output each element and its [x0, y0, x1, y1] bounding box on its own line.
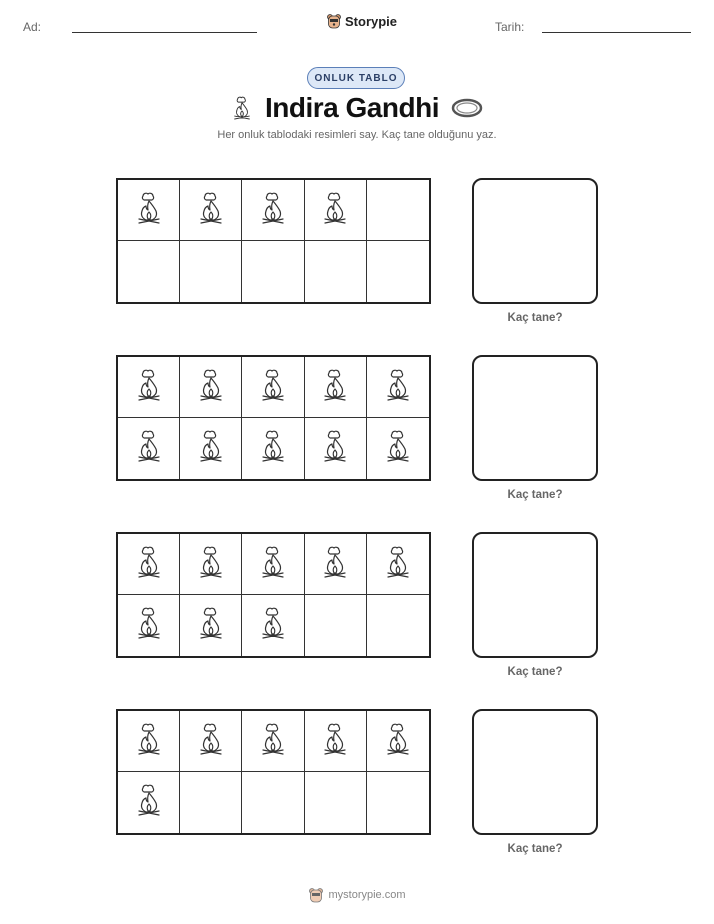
ten-frame-cell	[242, 180, 304, 241]
ten-frame-cell	[242, 357, 304, 418]
ten-frame-cell	[180, 772, 242, 833]
name-label: Ad:	[23, 20, 42, 34]
answer-prompt-4: Kaç tane?	[507, 843, 563, 855]
ten-frame-cell	[180, 595, 242, 656]
ring-icon	[451, 97, 483, 119]
campfire-icon	[134, 367, 164, 408]
campfire-icon	[383, 367, 413, 408]
instruction-text: Her onluk tablodaki resimleri say. Kaç tane olduğunu yaz.	[217, 129, 497, 141]
campfire-icon	[134, 544, 164, 585]
ten-frame-cell	[367, 534, 429, 595]
ten-frame-cell	[242, 241, 304, 302]
date-field[interactable]	[542, 32, 691, 33]
answer-box-4[interactable]	[472, 709, 598, 835]
worksheet-title: Indira Gandhi	[265, 92, 439, 123]
ten-frame-cell	[367, 711, 429, 772]
ten-frame-cell	[305, 595, 367, 656]
answer-box-2[interactable]	[472, 355, 598, 481]
ten-frame-cell	[305, 357, 367, 418]
campfire-icon	[196, 721, 226, 762]
campfire-icon	[320, 428, 350, 469]
campfire-icon	[196, 605, 226, 646]
campfire-icon	[258, 428, 288, 469]
title-row	[0, 92, 714, 124]
campfire-icon	[320, 367, 350, 408]
ten-frame-cell	[305, 180, 367, 241]
campfire-icon	[383, 428, 413, 469]
ten-frame-cell	[118, 711, 180, 772]
ten-frame-cell	[118, 180, 180, 241]
campfire-icon	[258, 190, 288, 231]
campfire-icon	[134, 605, 164, 646]
campfire-icon	[320, 721, 350, 762]
ten-frame-cell	[118, 418, 180, 479]
campfire-icon	[258, 721, 288, 762]
ten-frame-cell	[367, 418, 429, 479]
ten-frame-cell	[180, 241, 242, 302]
ten-frame-cell	[305, 711, 367, 772]
answer-prompt-1: Kaç tane?	[507, 312, 563, 324]
campfire-icon	[196, 544, 226, 585]
campfire-icon	[258, 544, 288, 585]
ten-frame-cell	[180, 180, 242, 241]
campfire-icon	[383, 544, 413, 585]
ten-frame-cell	[180, 357, 242, 418]
ten-frame-cell	[367, 772, 429, 833]
brand-name: Storypie	[345, 13, 398, 29]
campfire-icon	[383, 721, 413, 762]
campfire-icon	[196, 190, 226, 231]
ten-frame-cell	[305, 241, 367, 302]
campfire-icon	[231, 93, 253, 123]
ten-frame-3	[116, 532, 431, 658]
campfire-icon	[258, 605, 288, 646]
name-field[interactable]	[72, 32, 257, 33]
ten-frame-cell	[367, 357, 429, 418]
brand-logo	[326, 13, 397, 29]
ten-frame-2	[116, 355, 431, 481]
campfire-icon	[320, 190, 350, 231]
campfire-icon	[134, 428, 164, 469]
ten-frame-cell	[118, 534, 180, 595]
ten-frame-cell	[242, 711, 304, 772]
ten-frame-cell	[305, 772, 367, 833]
campfire-icon	[196, 367, 226, 408]
bear-mascot-icon	[326, 13, 342, 29]
ten-frame-cell	[242, 534, 304, 595]
campfire-icon	[134, 190, 164, 231]
ten-frame-cell	[367, 595, 429, 656]
ten-frame-cell	[242, 418, 304, 479]
ten-frame-cell	[180, 418, 242, 479]
ten-frame-cell	[118, 772, 180, 833]
ten-frame-4	[116, 709, 431, 835]
ten-frame-cell	[305, 418, 367, 479]
footer	[0, 887, 714, 903]
date-label: Tarih:	[495, 20, 525, 34]
ten-frame-cell	[118, 595, 180, 656]
answer-prompt-2: Kaç tane?	[507, 489, 563, 501]
ten-frame-cell	[305, 534, 367, 595]
ten-frame-cell	[118, 357, 180, 418]
ten-frame-cell	[180, 534, 242, 595]
footer-site: mystorypie.com	[328, 889, 406, 901]
ten-frame-cell	[242, 772, 304, 833]
ten-frame-cell	[367, 241, 429, 302]
campfire-icon	[134, 721, 164, 762]
ten-frame-cell	[367, 180, 429, 241]
bear-mascot-icon	[308, 887, 324, 903]
answer-box-3[interactable]	[472, 532, 598, 658]
answer-box-1[interactable]	[472, 178, 598, 304]
ten-frame-cell	[180, 711, 242, 772]
campfire-icon	[134, 782, 164, 823]
answer-prompt-3: Kaç tane?	[507, 666, 563, 678]
campfire-icon	[196, 428, 226, 469]
ten-frame-1	[116, 178, 431, 304]
ten-frame-cell	[242, 595, 304, 656]
ten-frame-cell	[118, 241, 180, 302]
worksheet-type-badge: ONLUK TABLO	[307, 67, 405, 89]
campfire-icon	[320, 544, 350, 585]
campfire-icon	[258, 367, 288, 408]
